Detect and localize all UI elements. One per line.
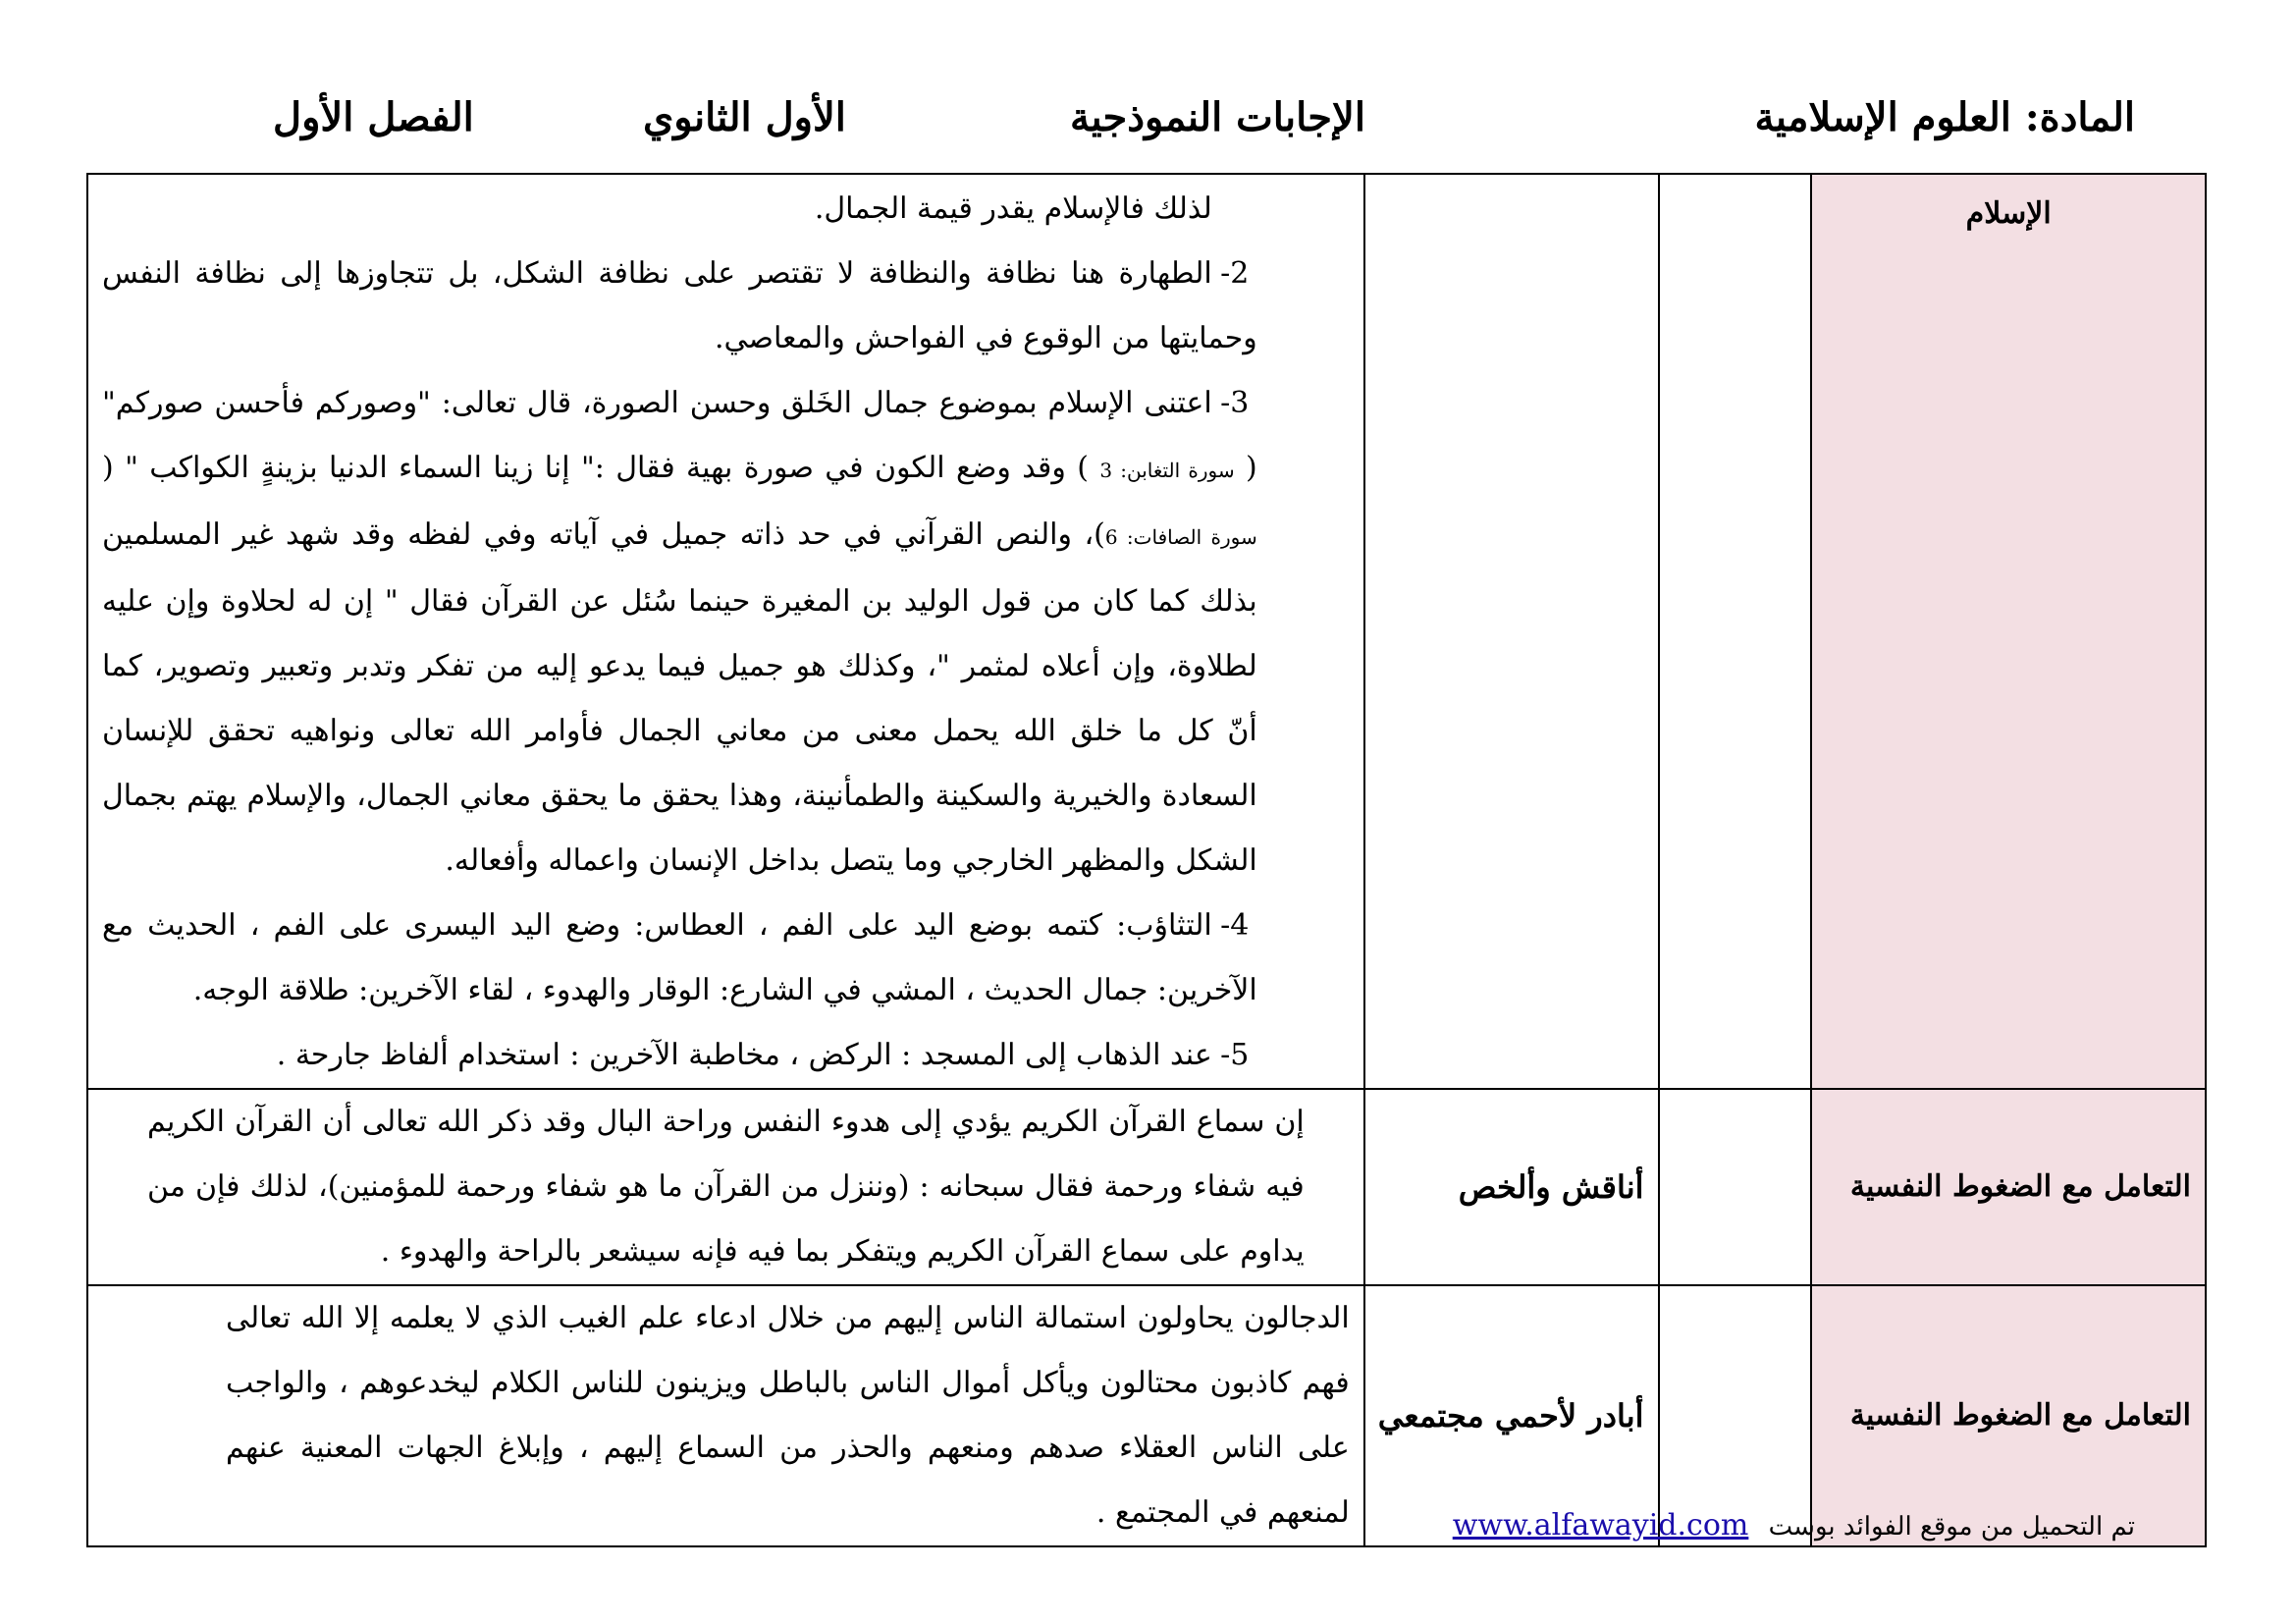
item-number: 3- — [1220, 386, 1250, 420]
table-row — [87, 174, 2206, 1089]
surah-ref: سورة الصافات: 6 — [1104, 525, 1257, 549]
subject-title: المادة: العلوم الإسلامية — [1754, 94, 2135, 140]
topic-cell — [1811, 174, 2206, 1089]
table-row — [87, 1089, 2206, 1285]
site-link[interactable]: www.alfawayid.com — [1452, 1508, 1749, 1543]
skill-cell — [1364, 1089, 1659, 1285]
item-text: اعتنى الإسلام بموضوع جمال الخَلق وحسن الصورة، قال تعالى: "وصوركم فأحسن صوركم" ( — [102, 386, 1257, 485]
blank-cell — [1659, 1089, 1812, 1285]
answer-cell — [87, 174, 1364, 1089]
footer-text: تم التحميل من موقع الفوائد بوست — [1768, 1512, 2135, 1542]
answers-title: الإجابات النموذجية — [1070, 94, 1365, 140]
answer-text: الدجالون يحاولون استمالة الناس إليهم من خلال ادعاء علم الغيب الذي لا يعلمه إلا الله تعالى فهم كاذبون محتالون ويأكل أموال الناس بالباطل ويزينون للناس الكلام ليخدعوهم ، والواجب على الناس العقلاء صدهم ومنعهم والحذر من السماع إليهم ، وإبلاغ الجهات المعنية عنهم لمنعهم في المجتمع . — [226, 1301, 1350, 1530]
answer-line: لذلك فالإسلام يقدر قيمة الجمال. — [814, 191, 1212, 226]
answer-cell — [87, 1089, 1364, 1285]
skill-label: أبادر لأحمي مجتمعي — [1377, 1397, 1644, 1435]
page-footer — [1453, 1508, 2135, 1543]
surah-ref: سورة التغابن: 3 — [1099, 459, 1235, 482]
topic-cell — [1811, 1089, 2206, 1285]
answer-text: إن سماع القرآن الكريم يؤدي إلى هدوء النفس وراحة البال وقد ذكر الله تعالى أن القرآن الكريم فيه شفاء ورحمة فقال سبحانه : (وننزل من القرآن ما هو شفاء ورحمة للمؤمنين)، لذلك فإن من يداوم على سماع القرآن الكريم ويتفكر بما فيه فإنه سيشعر بالراحة والهدوء . — [147, 1105, 1305, 1269]
blank-cell — [1659, 174, 1812, 1089]
item-text: عند الذهاب إلى المسجد : الركض ، مخاطبة الآخرين : استخدام ألفاظ جارحة . — [276, 1038, 1212, 1072]
item-text: الطهارة هنا نظافة والنظافة لا تقتصر على نظافة الشكل، بل تتجاوزها إلى نظافة النفس وحمايتها من الوقوع في الفواحش والمعاصي. — [102, 256, 1257, 355]
grade-title: الأول الثانوي — [643, 94, 846, 140]
item-number: 2- — [1220, 256, 1250, 291]
topic-label: التعامل مع الضغوط النفسية — [1849, 1398, 2191, 1433]
term-title: الفصل الأول — [273, 94, 474, 140]
answer-item — [102, 371, 1257, 893]
item-text: التثاؤب: كتمه بوضع اليد على الفم ، العطاس: وضع اليد اليسرى على الفم ، الحديث مع الآخرين: جمال الحديث ، المشي في الشارع: الوقار والهدوء ، لقاء الآخرين: طلاقة الوجه. — [102, 908, 1257, 1007]
answer-text — [88, 175, 1363, 1088]
topic-label: التعامل مع الضغوط النفسية — [1849, 1169, 2191, 1204]
item-number: 4- — [1220, 908, 1250, 943]
skill-label: أناقش وألخص — [1458, 1168, 1644, 1206]
skill-cell — [1364, 174, 1659, 1089]
page-header — [0, 94, 2296, 153]
answer-item — [102, 242, 1257, 371]
item-number: 5- — [1220, 1038, 1250, 1072]
topic-label: الإسلام — [1965, 196, 2052, 231]
answers-table — [86, 173, 2207, 1547]
item-text: )، والنص القرآني في حد ذاته جميل في آياته وفي لفظه وقد شهد غير المسلمين بذلك كما كان من قول الوليد بن المغيرة حينما سُئل عن القرآن فقال " إن له لحلاوة وإن عليه لطلاوة، وإن أعلاه لمثمر "، وكذلك هو جميل فيما يدعو إليه من تفكر وتدبر وتعبير وتصوير، كما أنّ كل ما خلق الله يحمل معنى من معاني الجمال فأوامر الله تعالى ونواهيه تحقق للإنسان السعادة والخيرية والسكينة والطمأنينة، وهذا يحقق ما يحقق معاني الجمال، والإسلام يهتم بجمال الشكل والمظهر الخارجي وما يتصل بداخل الإنسان واعماله وأفعاله. — [102, 517, 1257, 878]
item-text: ) وقد وضع الكون في صورة بهية فقال :" إنا زينا السماء الدنيا بزينةٍ الكواكب " ( — [102, 451, 1089, 485]
answer-item — [102, 1023, 1257, 1088]
answer-cell — [87, 1285, 1364, 1546]
answer-item — [102, 893, 1257, 1023]
